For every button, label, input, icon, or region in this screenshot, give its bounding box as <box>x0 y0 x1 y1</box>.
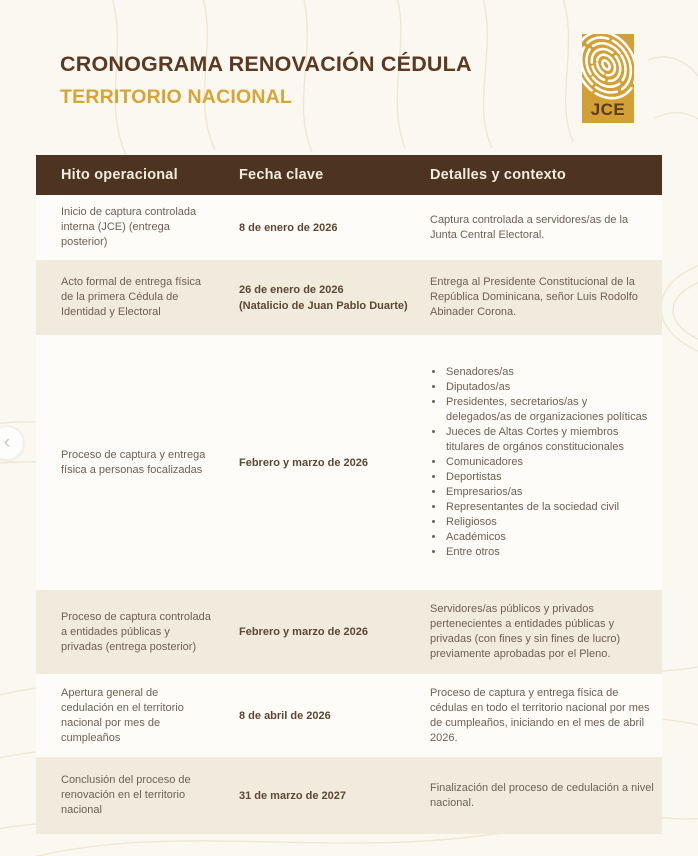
schedule-table <box>36 155 662 834</box>
list-item: • Diputados/as <box>445 380 654 395</box>
page-title: CRONOGRAMA RENOVACIÓN CÉDULA <box>60 52 472 76</box>
focalized-groups-list <box>430 361 654 564</box>
detalles-cell <box>430 351 662 574</box>
column-header-detalles: Detalles y contexto <box>430 167 566 183</box>
detalles-cell <box>430 592 662 672</box>
hito-text: Proceso de captura y entrega física a personas focalizadas <box>61 448 206 476</box>
fecha-cell <box>239 272 430 324</box>
detalles-text: Entrega al Presidente Constitucional de la República Dominicana, señor Luis Rodolfo Abinader Corona. <box>430 276 638 318</box>
detalles-text: Proceso de captura y entrega física de cédulas en todo el territorio nacional por mes de cumpleaños, iniciando en el mes de abril 2026. <box>430 686 650 744</box>
list-item: • Presidentes, secretarios/as y delegados/as de organizaciones políticas <box>445 395 654 425</box>
detalles-cell <box>430 203 662 253</box>
fecha-cell <box>239 445 430 481</box>
fecha-cell <box>239 210 430 246</box>
detalles-text: Finalización del proceso de cedulación a nivel nacional. <box>430 781 654 809</box>
hito-cell <box>36 195 239 260</box>
chevron-left-icon: ‹ <box>3 431 11 453</box>
table-header-row <box>36 155 662 195</box>
hito-text: Proceso de captura controlada a entidades públicas y privadas (entrega posterior) <box>61 610 211 653</box>
hito-cell <box>36 676 239 756</box>
fecha-cell <box>239 614 430 650</box>
detalles-cell <box>430 265 662 330</box>
detalles-cell <box>430 676 662 756</box>
fecha-cell <box>239 698 430 734</box>
fingerprint-icon <box>582 34 634 123</box>
jce-logo <box>582 34 634 123</box>
title-block <box>60 52 472 109</box>
fecha-text: 26 de enero de 2026 <box>239 283 344 296</box>
table-row <box>36 590 662 674</box>
fecha-text: Febrero y marzo de 2026 <box>239 626 369 638</box>
column-header-fecha: Fecha clave <box>239 167 324 183</box>
list-item: • Comunicadores <box>445 455 654 470</box>
detalles-text: Captura controlada a servidores/as de la Junta Central Electoral. <box>430 213 629 241</box>
list-item: • Religiosos <box>445 515 654 530</box>
fecha-text: Febrero y marzo de 2026 <box>239 456 369 469</box>
schedule-table-body <box>36 195 662 834</box>
list-item: • Empresarios/as <box>445 485 654 500</box>
hito-text: Acto formal de entrega física de la primera Cédula de Identidad y Electoral <box>61 276 202 318</box>
table-row <box>36 195 662 260</box>
table-row <box>36 260 662 335</box>
fecha-text: 8 de abril de 2026 <box>239 709 331 722</box>
fecha-cell <box>239 778 430 814</box>
table-row <box>36 335 662 590</box>
page-subtitle: TERRITORIO NACIONAL <box>60 86 293 108</box>
column-header-hito: Hito operacional <box>61 167 178 183</box>
hito-cell <box>36 600 239 665</box>
list-item: • Representantes de la sociedad civil <box>445 500 654 515</box>
hito-cell <box>36 763 239 828</box>
table-row <box>36 757 662 834</box>
detalles-cell <box>430 771 662 821</box>
fecha-text: 31 de marzo de 2027 <box>239 789 347 802</box>
hito-cell <box>36 438 239 488</box>
fecha-text: (Natalicio de Juan Pablo Duarte) <box>239 299 408 312</box>
detalles-text: Servidores/as públicos y privados pertenecientes a entidades públicas y privadas (con fines y sin fines de lucro) previamente aprobadas por el Pleno. <box>430 603 621 660</box>
table-row <box>36 674 662 757</box>
list-item: • Jueces de Altas Cortes y miembros titulares de orgános constitucionales <box>445 425 654 455</box>
hito-text: Conclusión del proceso de renovación en el territorio nacional <box>61 774 191 816</box>
list-item: • Entre otros <box>445 545 654 560</box>
fecha-text: 8 de enero de 2026 <box>239 221 338 234</box>
list-item: • Senadores/as <box>445 365 654 380</box>
jce-logo-text: JCE <box>590 100 626 119</box>
hito-text: Inicio de captura controlada interna (JCE) (entrega posterior) <box>61 206 197 248</box>
list-item: • Deportistas <box>445 470 654 485</box>
list-item: • Académicos <box>445 530 654 545</box>
hito-cell <box>36 265 239 330</box>
hito-text: Apertura general de cedulación en el territorio nacional por mes de cumpleaños <box>61 686 184 744</box>
